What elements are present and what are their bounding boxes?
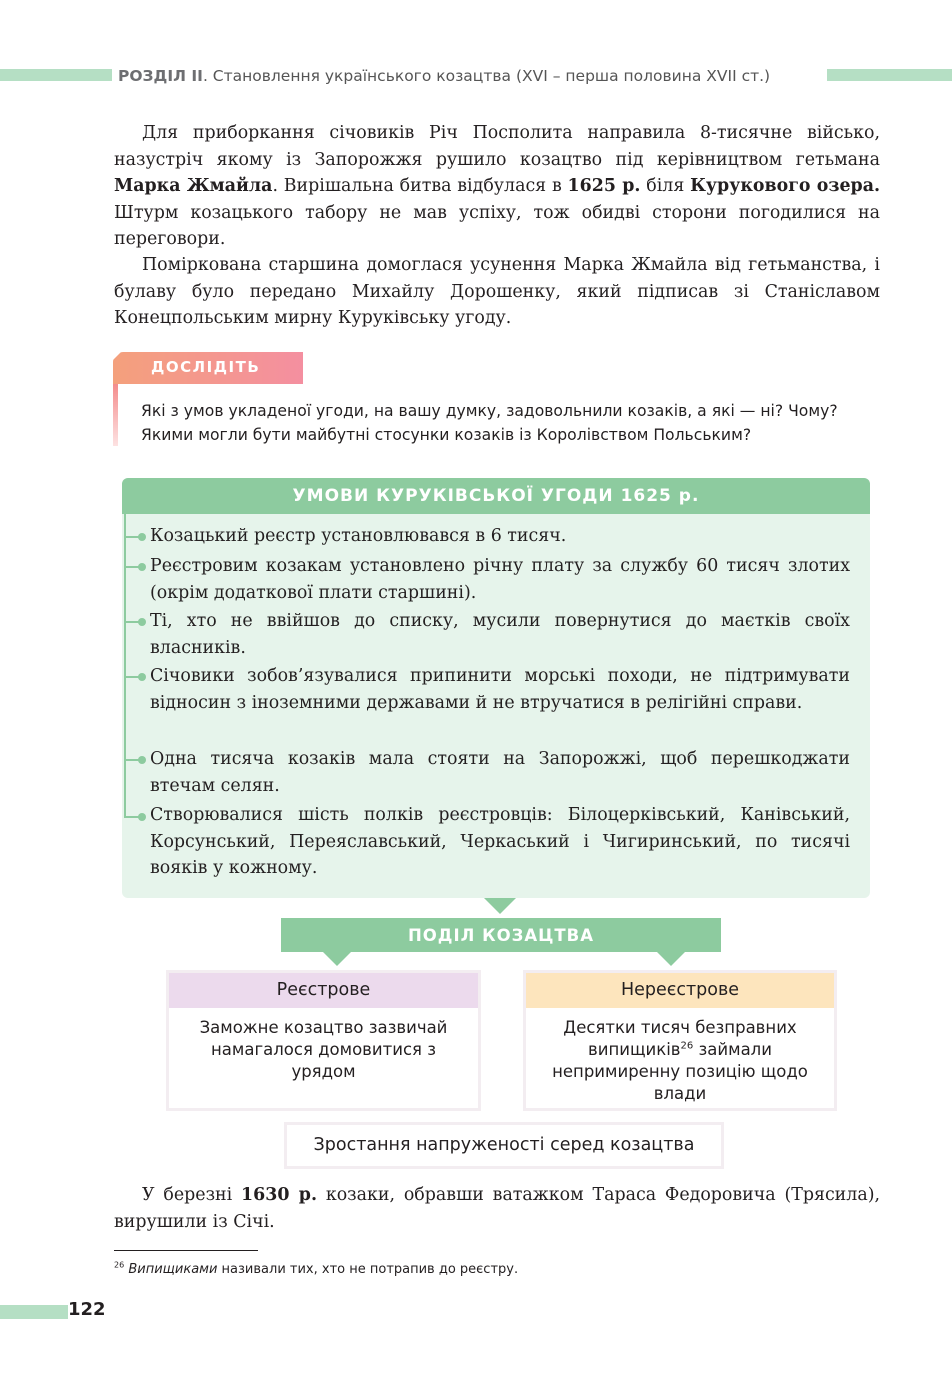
bullet-marker [124, 566, 144, 568]
footnote-rule [114, 1250, 258, 1251]
conditions-title: УМОВИ КУРУКІВСЬКОЇ УГОДИ 1625 р. [292, 486, 700, 506]
bold-date: 1625 р. [567, 176, 641, 196]
card-body [534, 1017, 826, 1105]
text-span: біля [640, 176, 691, 196]
card-header [526, 973, 834, 1008]
running-header [118, 67, 823, 89]
footnote-text: називали тих, хто не потрапив до реєстру. [217, 1262, 519, 1277]
condition-item: Створювалися шість полків реєстровців: Білоцерківський, Канівський, Корсунський, Переяславський, Черкаський і Чигиринський, по тисячі вояків у кожному. [150, 805, 850, 878]
paragraph-2: Поміркована старшина домоглася усунення Марка Жмайла від гетьманства, і булаву було передано Михайлу Дорошенку, який підписав зі Станіславом Конецпольським мирну Куруківську угоду. [114, 255, 880, 328]
card-title: Реєстрове [276, 980, 371, 1000]
bullet-marker [124, 759, 144, 761]
text-span: . Вирішальна битва відбулася в [272, 176, 568, 196]
footnote [114, 1262, 874, 1277]
footnote-term: Випищиками [128, 1262, 218, 1277]
result-text: Зростання напруженості серед козацтва [313, 1135, 695, 1155]
bullet-marker [124, 621, 144, 623]
card-body: Заможне козацтво зазвичай намагалося домовитися з урядом [199, 1018, 448, 1081]
conditions-tree-line [124, 514, 126, 818]
arrow-down-icon [323, 952, 351, 966]
paragraph-1 [114, 120, 880, 253]
unregistered-card [523, 970, 837, 1111]
condition-item: Реєстровим козакам установлено річну плату за службу 60 тисяч злотих (окрім додаткової плати старшині). [150, 556, 850, 603]
explore-question: Які з умов укладеної угоди, на вашу думку, задовольнили козаків, а які — ні? Чому? Якими могли бути майбутні стосунки козаків із Королівством Польським? [141, 402, 838, 444]
footnote-ref: 26 [680, 1040, 694, 1052]
condition-item: Одна тисяча козаків мала стояти на Запорожжі, щоб перешкоджати втечам селян. [150, 749, 850, 796]
condition-item: Козацький реєстр установлювався в 6 тисяч. [150, 526, 567, 546]
division-title: ПОДІЛ КОЗАЦТВА [407, 926, 595, 945]
footnote-number: 26 [114, 1260, 125, 1270]
result-box [284, 1122, 724, 1169]
text-span: козаки, обравши ватажком Тараса Федоровича (Трясила), вирушили із Січі. [114, 1185, 881, 1232]
explore-side-line [113, 384, 118, 446]
condition-item: Січовики зобов’язувалися припинити морські походи, не підтримувати відносин з іноземними державами й не втручатися в релігійні справи. [150, 666, 850, 713]
arrow-down-icon [657, 952, 685, 966]
text-span: Штурм козацького табору не мав успіху, тож обидві сторони погодилися на переговори. [114, 202, 880, 249]
bold-place: Курукового озера. [690, 176, 881, 196]
bullet-marker [124, 816, 144, 818]
text-span: У березні [142, 1185, 242, 1205]
section-label: РОЗДІЛ II [118, 67, 203, 85]
card-title: Нереєстрове [620, 980, 740, 1000]
bullet-marker [124, 536, 144, 538]
section-title: . Становлення українського козацтва (XVI – перша половина XVII ст.) [202, 67, 771, 85]
bold-name: Марка Жмайла [114, 176, 273, 196]
header-bar-left [0, 69, 112, 81]
page-number-bar [0, 1305, 68, 1319]
card-header [169, 973, 478, 1008]
text-span: Для приборкання січовиків Річ Посполита направила 8-тисячне військо, назустріч якому із Запорожжя рушило козацтво під керівництвом гетьмана [114, 123, 880, 170]
header-bar-right [827, 69, 952, 81]
page-number: 122 [68, 1299, 106, 1320]
registered-card [166, 970, 481, 1111]
bullet-marker [124, 676, 144, 678]
card-body-text: Десятки тисяч безправних випищиків [563, 1018, 797, 1059]
card-body-text: займали непримиренну позицію щодо влади [552, 1040, 808, 1103]
bold-date: 1630 р. [241, 1185, 318, 1205]
arrow-down-icon [484, 898, 516, 914]
explore-label: ДОСЛІДІТЬ [151, 358, 261, 376]
condition-item: Ті, хто не ввійшов до списку, мусили повернутися до маєтків своїх власників. [150, 611, 850, 658]
paragraph-3 [114, 1182, 880, 1235]
